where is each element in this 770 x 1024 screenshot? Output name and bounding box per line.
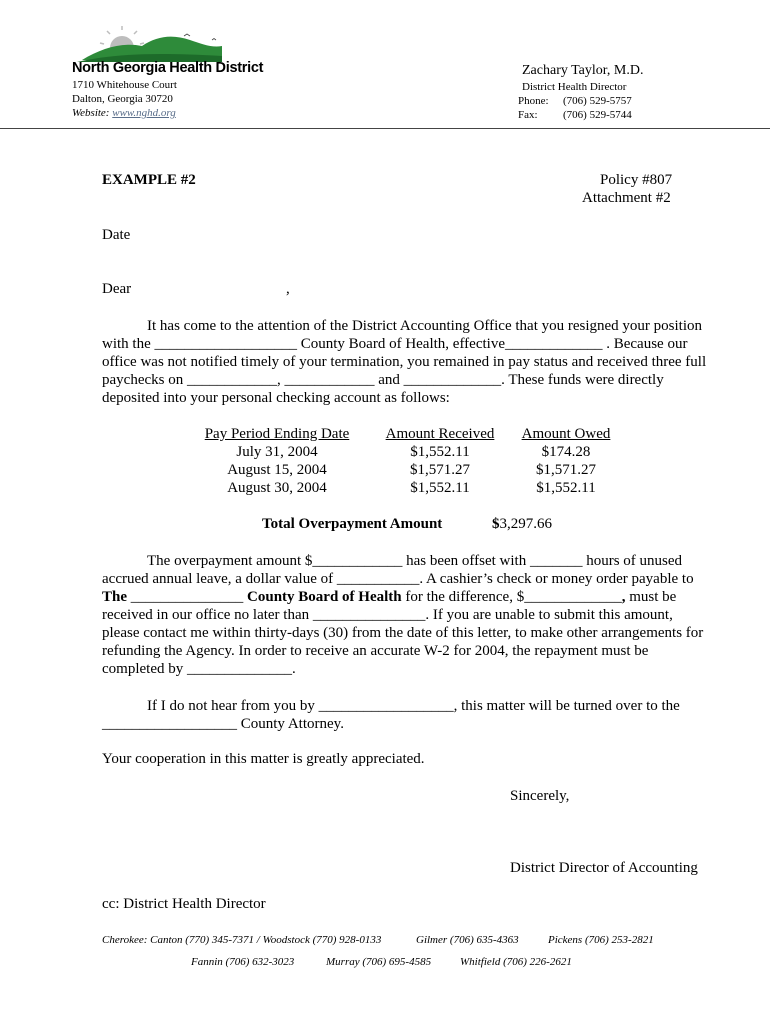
paragraph-1-line: paychecks on ____________, ____________ and _____________. These funds were directly (102, 372, 664, 388)
table-cell: August 15, 2004 (227, 462, 327, 478)
must-be-text: must be (625, 589, 677, 605)
paragraph-3-line: If I do not hear from you by __________________, this matter will be turned over to the (147, 698, 680, 714)
header-divider (0, 128, 770, 129)
org-name: North Georgia Health District (72, 60, 264, 76)
paragraph-1-line: with the ___________________ County Board of Health, effective_____________ . Because our (102, 336, 688, 352)
table-cell: $1,552.11 (410, 444, 470, 460)
paragraph-1 (102, 317, 714, 407)
table-col-received (380, 425, 500, 497)
table-header: Amount Received (385, 426, 495, 442)
table-cell: $1,571.27 (536, 462, 596, 478)
signature-title: District Director of Accounting (510, 860, 698, 876)
date-label: Date (102, 227, 131, 243)
footer-office: Pickens (706) 253-2821 (548, 934, 654, 946)
footer-office: Whitfield (706) 226-2621 (460, 956, 572, 968)
paragraph-2-line: The overpayment amount $____________ has been offset with _______ hours of unused (147, 553, 683, 569)
org-address-line1: 1710 Whitehouse Court (72, 79, 177, 91)
attachment-number: Attachment #2 (582, 190, 671, 206)
total-value: 3,297.66 (499, 516, 552, 532)
paragraph-2-line: please contact me within thirty-days (30) from the date of this letter, to make other arrangements for (102, 625, 704, 641)
paragraph-2-line (102, 588, 714, 606)
footer-office: Gilmer (706) 635-4363 (416, 934, 519, 946)
director-phone-label: Phone: (518, 95, 549, 107)
org-website-row (72, 106, 176, 120)
director-title: District Health Director (522, 81, 627, 93)
paragraph-4: Your cooperation in this matter is greatly appreciated. (102, 751, 425, 767)
website-label: Website: (72, 107, 110, 119)
closing-sincerely: Sincerely, (510, 788, 570, 804)
paragraph-3-line: __________________ County Attorney. (102, 716, 344, 732)
payee-blank: _______________ (127, 589, 248, 605)
director-phone: (706) 529-5757 (563, 95, 632, 107)
director-fax-label: Fax: (518, 109, 538, 121)
total-label: Total Overpayment Amount (262, 516, 443, 532)
org-address-line2: Dalton, Georgia 30720 (72, 93, 173, 105)
salutation: Dear (102, 281, 132, 297)
footer-office: Fannin (706) 632-3023 (191, 956, 295, 968)
footer-office: Cherokee: Canton (770) 345-7371 / Woodstock (770) 928-0133 (102, 934, 382, 946)
paragraph-1-line: deposited into your personal checking account as follows: (102, 390, 450, 406)
paragraph-1-line: It has come to the attention of the District Accounting Office that you resigned your position (147, 318, 703, 334)
table-cell: $174.28 (541, 444, 591, 460)
paragraph-2 (102, 552, 714, 678)
table-col-owed (516, 425, 616, 497)
table-cell: $1,552.11 (536, 480, 596, 496)
total-amount (492, 516, 552, 533)
table-col-period (200, 425, 354, 497)
payee-board: County Board of Health (247, 589, 402, 605)
table-cell: July 31, 2004 (236, 444, 318, 460)
table-header: Amount Owed (521, 426, 611, 442)
salutation-comma: , (286, 281, 290, 297)
table-header: Pay Period Ending Date (204, 426, 350, 442)
cc-line: cc: District Health Director (102, 896, 266, 912)
director-name: Zachary Taylor, M.D. (522, 63, 644, 78)
policy-number: Policy #807 (600, 172, 673, 188)
total-dollar-sign: $ (492, 516, 500, 532)
difference-text: for the difference, $_____________ (401, 589, 622, 605)
table-cell: $1,571.27 (410, 462, 470, 478)
table-cell: August 30, 2004 (227, 480, 327, 496)
difference-comma: , (621, 589, 626, 605)
director-fax: (706) 529-5744 (563, 109, 632, 121)
table-cell: $1,552.11 (410, 480, 470, 496)
footer-office: Murray (706) 695-4585 (326, 956, 432, 968)
paragraph-2-line: completed by ______________. (102, 661, 296, 677)
paragraph-1-line: office was not notified timely of your termination, you remained in pay status and received three full (102, 354, 707, 370)
paragraph-2-line: refunding the Agency. In order to receive an accurate W-2 for 2004, the repayment must be (102, 643, 649, 659)
paragraph-2-line: received in our office no later than _______________. If you are unable to submit this amount, (102, 607, 673, 623)
paragraph-3 (102, 697, 714, 733)
payee-the: The (102, 589, 128, 605)
paragraph-2-line: accrued annual leave, a dollar value of ___________. A cashier’s check or money order payable to (102, 571, 694, 587)
website-link[interactable]: www.nghd.org (112, 107, 176, 119)
example-heading: EXAMPLE #2 (102, 172, 196, 188)
